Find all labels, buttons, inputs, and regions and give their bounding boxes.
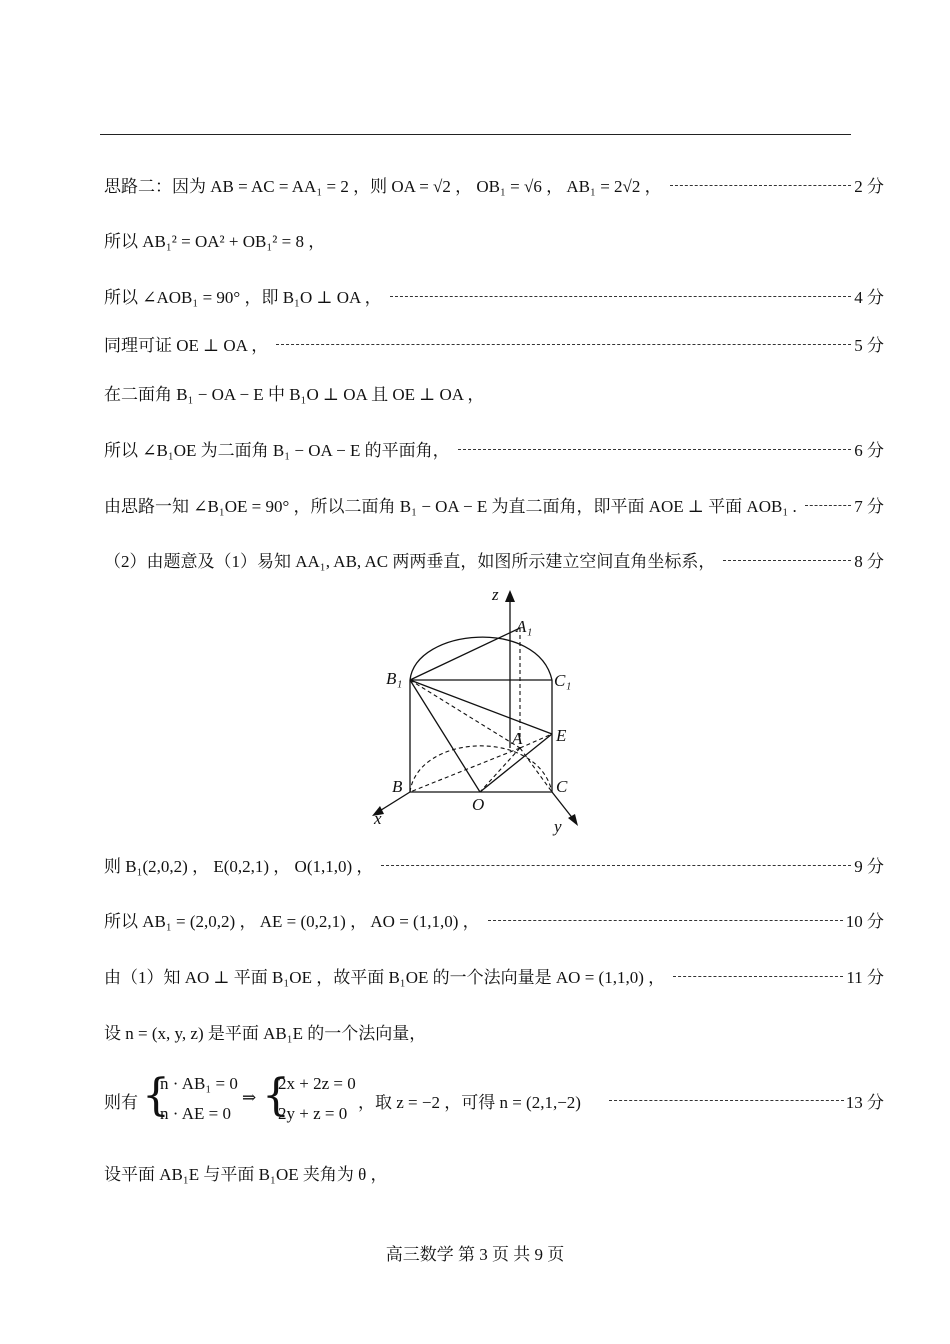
equation-system xyxy=(104,1070,884,1130)
implies-arrow: ⇒ xyxy=(242,1088,257,1107)
label-a: A xyxy=(512,729,523,748)
label-x: x xyxy=(374,809,382,828)
coordinate-figure xyxy=(368,588,588,836)
left-equation-1: n · AB₁ = 0 xyxy=(160,1074,238,1093)
label-e: E xyxy=(556,726,567,745)
right-brace: { xyxy=(262,1070,290,1121)
left-equation-2: n · AE = 0 xyxy=(160,1104,231,1123)
line-last: 设平面 AB₁E 与平面 B₁OE 夹角为 θ ， xyxy=(104,1164,388,1184)
line-1: 思路二：因为 AB = AC = AA₁ = 2 ，则 OA = √2 ， OB₁ = √6 ， AB₁ = 2√2 ， 2 分 xyxy=(104,176,884,196)
line-12: 设 n = (x, y, z) 是平面 AB₁E 的一个法向量， xyxy=(104,1023,427,1043)
label-b: B xyxy=(392,777,403,796)
label-z: z xyxy=(492,588,499,604)
line-10: 所以 AB₁ = (2,0,2) ， AE = (0,2,1) ， AO = (1,1,0) ， 10 分 xyxy=(104,911,884,931)
system-label: 则有 xyxy=(104,1093,138,1112)
line-2: 所以 AB₁² = OA² + OB₁² = 8 ， xyxy=(104,231,326,251)
line-11: 由（1）知 AO ⊥ 平面 B₁OE ，故平面 B₁OE 的一个法向量是 AO = (1,1,0) ， 11 分 xyxy=(104,967,884,987)
label-y: y xyxy=(554,817,562,836)
page-footer: 高三数学 第 3 页 共 9 页 xyxy=(385,1245,565,1264)
label-c: C xyxy=(556,777,568,796)
right-equation-1: 2x + 2z = 0 xyxy=(278,1074,356,1093)
label-a1: A₁ xyxy=(516,617,533,636)
left-brace: { xyxy=(142,1070,170,1121)
line-3: 所以 ∠AOB₁ = 90° ，即 B₁O ⊥ OA ， 4 分 xyxy=(104,287,884,307)
line-4: 同理可证 OE ⊥ OA ， 5 分 xyxy=(104,335,884,355)
line-5: 在二面角 B₁ − OA − E 中 B₁O ⊥ OA 且 OE ⊥ OA ， xyxy=(104,384,485,404)
system-score: 13 分 xyxy=(845,1093,884,1112)
line-9: 则 B₁(2,0,2) ， E(0,2,1) ， O(1,1,0) ， 9 分 xyxy=(104,856,884,876)
label-c1: C₁ xyxy=(554,671,572,690)
right-equation-2: 2y + z = 0 xyxy=(278,1104,348,1123)
label-o: O xyxy=(472,795,485,814)
label-b1: B₁ xyxy=(386,669,403,688)
system-tail: ，取 z = −2 ，可得 n = (2,1,−2) xyxy=(358,1093,581,1112)
header-rule xyxy=(100,134,851,135)
line-6: 所以 ∠B₁OE 为二面角 B₁ − OA − E 的平面角， 6 分 xyxy=(104,440,884,460)
line-7: 由思路一知 ∠B₁OE = 90° ，所以二面角 B₁ − OA − E 为直二面角，即平面 AOE ⊥ 平面 AOB₁ . 7 分 xyxy=(104,496,884,516)
line-8: （2）由题意及（1）易知 AA₁, AB, AC 两两垂直，如图所示建立空间直角坐标系， 8 分 xyxy=(104,551,884,571)
